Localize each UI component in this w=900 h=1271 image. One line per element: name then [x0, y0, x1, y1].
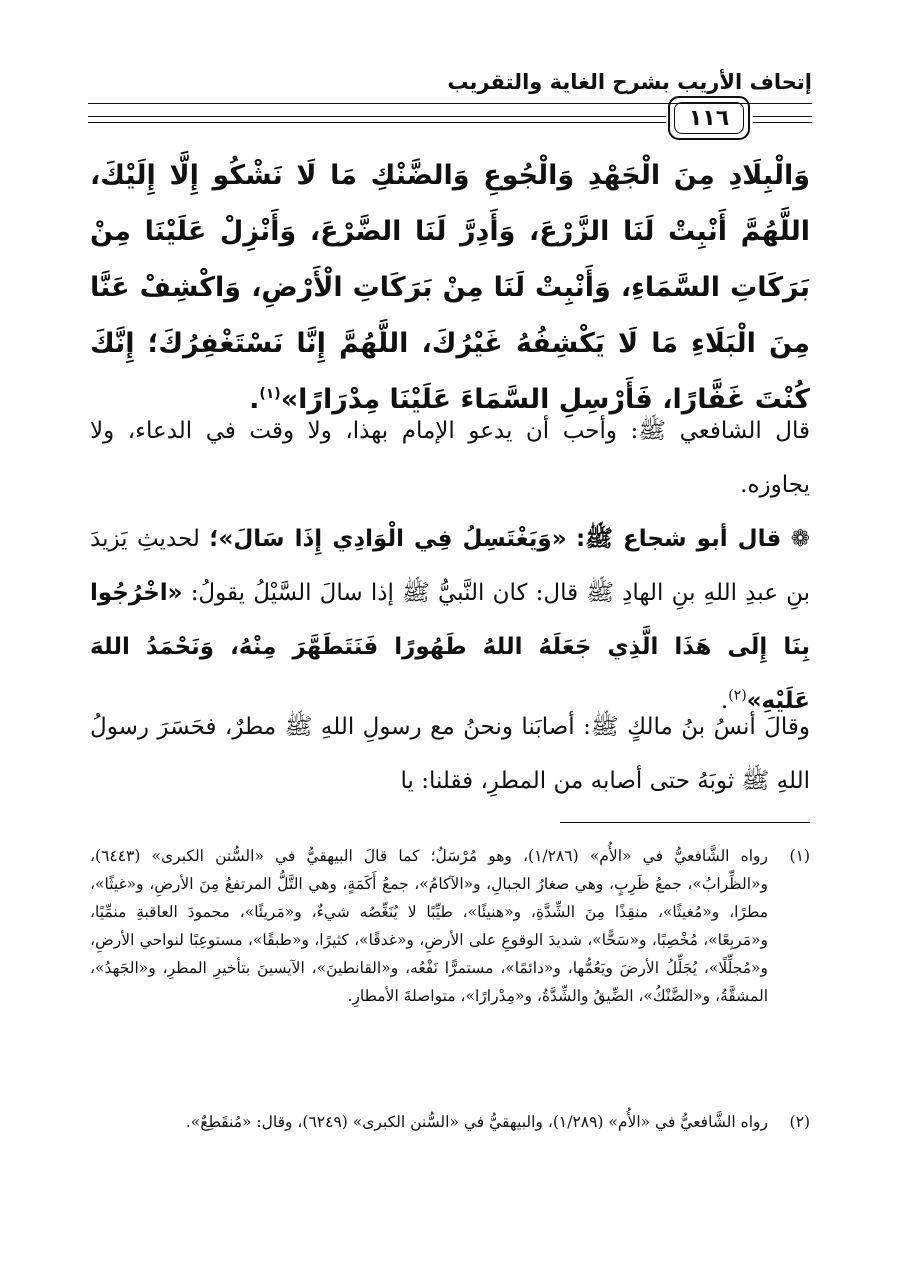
footnote-text: رواه الشَّافعيُّ في «الأُم» (١/٢٨٩)، والبيهقيُّ في «السُّنن الكبرى» (٦٢٤٩)، وقال: «مُنقَطِعٌ». — [185, 1113, 768, 1131]
header-double-rule-left — [88, 116, 666, 117]
hadith-end: . — [249, 384, 260, 415]
header-double-rule-right — [753, 116, 812, 117]
header-double-rule-right-inner — [753, 122, 812, 123]
anas-paragraph — [90, 700, 810, 808]
paragraph-marker-icon: ❁ — [790, 526, 811, 552]
footnote-ref-1: (١) — [259, 386, 281, 402]
abu-shuja-paragraph — [90, 512, 810, 728]
footnote-2 — [90, 1108, 810, 1136]
running-title: إتحاف الأريب بشرح الغاية والتقريب — [447, 70, 812, 94]
quote-end: . — [720, 688, 729, 714]
page-number-frame — [668, 96, 750, 140]
footnote-separator — [560, 822, 810, 823]
header-double-rule-left-inner — [88, 122, 666, 123]
anas-text: وقالَ أنسُ بنُ مالكٍ ﷺ: أصابَنا ونحنُ مع رسولِ اللهِ ﷺ مطرٌ، فحَسَرَ رسولُ اللهِ ﷺ ثوبَهُ حتى أصابه من المطرِ، فقلنا: يا — [90, 714, 810, 794]
footnote-1 — [90, 842, 810, 1010]
hadith-quote: «اخْرُجُوا بِنَا إِلَى هَذَا الَّذِي جَعَلَهُ اللهُ طَهُورًا فَنَتَطَهَّرَ مِنْهُ، وَنَحْمَدُ اللهَ عَلَيْهِ» — [90, 580, 810, 714]
matn-text: «وَيَغْتَسِلُ فِي الْوَادِي إِذَا سَالَ»؛ — [209, 526, 567, 552]
footnote-ref-2: (٢) — [728, 687, 747, 704]
abu-shuja-lead: قال أبو شجاع ﷺ: — [575, 526, 782, 552]
shafii-text: قال الشافعي ﷺ: وأحب أن يدعو الإمام بهذا، ولا وقت في الدعاء، ولا يجاوزه. — [90, 418, 810, 498]
hadith-text: وَالْبِلَادِ مِنَ الْجَهْدِ وَالْجُوعِ وَالضَّنْكِ مَا لَا نَشْكُو إِلَّا إِلَيْكَ، اللَّهُمَّ أَنْبِتْ لَنَا الزَّرْعَ، وَأَدِرَّ لَنَا الضَّرْعَ، وَأَنْزِلْ عَلَيْنَا مِنْ بَرَكَاتِ السَّمَاءِ، وَأَنْبِتْ لَنَا مِنْ بَرَكَاتِ الْأَرْضِ، وَاكْشِفْ عَنَّا مِنَ الْبَلَاءِ مَا لَا يَكْشِفُهُ غَيْرُكَ، اللَّهُمَّ إِنَّا نَسْتَغْفِرُكَ؛ إِنَّكَ كُنْتَ غَفَّارًا، فَأَرْسِلِ السَّمَاءَ عَلَيْنَا مِدْرَارًا» — [90, 160, 810, 415]
page-number: ١١٦ — [674, 102, 744, 134]
footnote-number: (١) — [789, 847, 810, 865]
footnote-number: (٢) — [789, 1113, 810, 1131]
commentary-text: لحديثِ يَزيدَ بنِ عبدِ اللهِ بنِ الهادِ ﷺ قال: كان النَّبيُّ ﷺ إذا سالَ السَّيْلُ يقولُ: — [90, 526, 811, 606]
shafii-paragraph — [90, 404, 810, 512]
hadith-supplication — [90, 148, 810, 428]
footnote-text: رواه الشَّافعيُّ في «الأُم» (١/٢٨٦)، وهو مُرْسَلٌ؛ كما قالَ البيهقيُّ في «السُّنن الكبرى» (٦٤٤٣)، و«الظِّرابُ»، جمعُ ظَرِبٍ، وهي صغارُ الجبالِ، و«الآكامُ»، جمعُ أَكَمَةٍ، وهي التَّلُّ المرتفعُ مِنَ الأرضِ، و«غيثًا»، مطرًا، و«مُغيثًا»، منقِذًا مِنَ الشِّدَّةِ، و«هنيئًا»، طيِّبًا لا يُنَغِّصُه شيءٌ، و«مَريئًا»، محمودَ العاقبةِ منمِّيًا، و«مَربِعًا»، مُخْصِبًا، و«سَحًّا»، شديدَ الوقوعِ على الأرضِ، و«غدقًا»، كثيرًا، و«طبقًا»، مستوعِبًا لنواحي الأرضِ، و«مُجلِّلًا»، يُجَلِّلُ الأرضَ ويَعُمُّها، و«دائمًا»، مستمرًّا نَفْعُه، و«القانطينَ»، الآيسينَ بتأخيرِ المطرِ، و«الجَهدُ»، المشقَّةُ، و«الضَّنْكُ»، الضِّيقُ والشِّدَّةُ، و«مِدْرارًا»، متواصلةَ الأمطارِ. — [90, 847, 769, 1005]
